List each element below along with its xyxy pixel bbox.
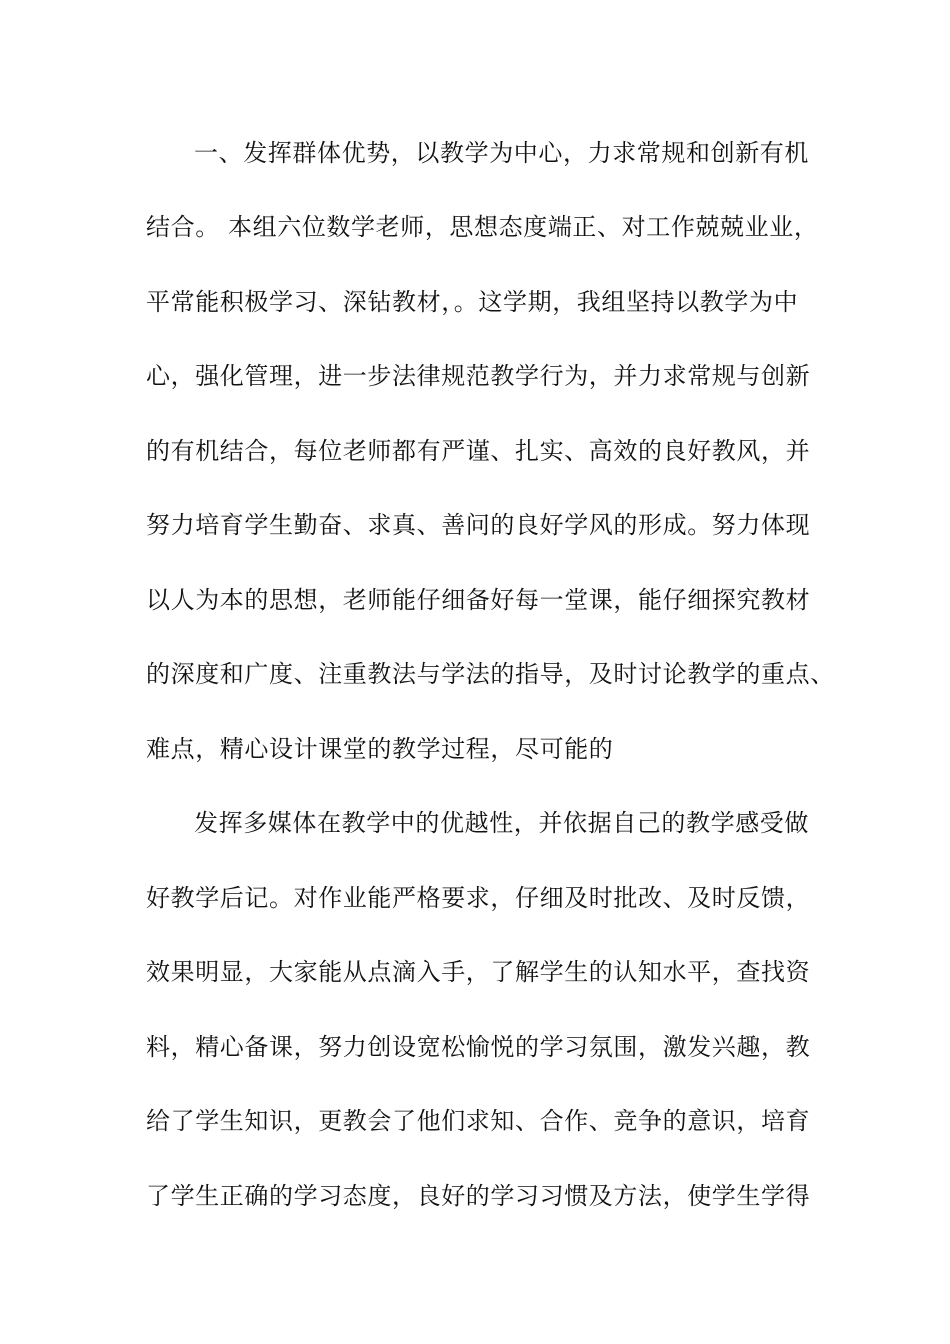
text-line: 难点，精心设计课堂的教学过程，尽可能的 [146, 735, 614, 763]
text-line: 发挥多媒体在教学中的优越性，并依据自己的教学感受做 [194, 809, 809, 837]
text-line: 结合。 本组六位数学老师，思想态度端正、对工作兢兢业业， [146, 213, 819, 241]
text-line: 好教学后记。对作业能严格要求，仔细及时批改、及时反馈， [146, 884, 811, 912]
text-line: 心，强化管理，进一步法律规范教学行为，并力求常规与创新 [146, 362, 811, 390]
text-line: 努力培育学生勤奋、求真、善问的良好学风的形成。努力体现 [146, 511, 811, 539]
text-line: 料，精心备课，努力创设宽松愉悦的学习氛围，激发兴趣，教 [146, 1033, 811, 1061]
text-line: 效果明显，大家能从点滴入手，了解学生的认知水平，查找资 [146, 958, 811, 986]
text-line: 给了学生知识，更教会了他们求知、合作、竞争的意识，培育 [146, 1107, 811, 1135]
text-line: 一、发挥群体优势，以教学为中心，力求常规和创新有机 [194, 139, 809, 167]
text-line: 平常能积极学习、深钻教材，。这学期，我组坚持以教学为中 [146, 288, 799, 316]
text-line: 以人为本的思想，老师能仔细备好每一堂课，能仔细探究教材 [146, 586, 811, 614]
text-line: 的深度和广度、注重教法与学法的指导，及时讨论教学的重点、 [146, 660, 835, 688]
text-line: 了学生正确的学习态度，良好的学习习惯及方法，使学生学得 [146, 1182, 811, 1210]
text-line: 的有机结合，每位老师都有严谨、扎实、高效的良好教风，并 [146, 437, 811, 465]
